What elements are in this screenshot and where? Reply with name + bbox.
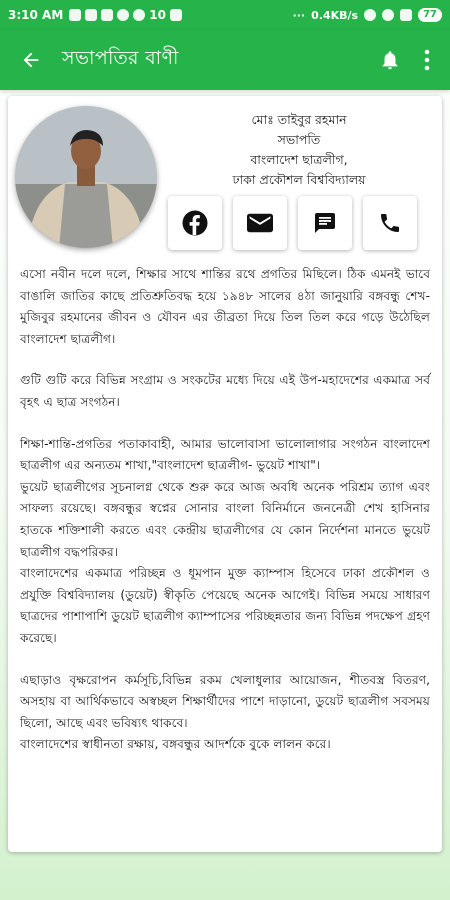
notification-app-icon [101, 9, 113, 21]
organization: বাংলাদেশ ছাত্রলীগ, [250, 152, 348, 167]
message-paragraph: শিক্ষা-শান্তি-প্রগতির পতাকাবাহী, আমার ভালোবাসা ভালোলাগার সংগঠন বাংলাদেশ ছাত্রলীগ এর অন্যতম শাখা,"বাংলাদেশ ছাত্রলীগ- ভুয়েট শাখা"। [20, 436, 430, 473]
status-time: 3:10 AM [8, 8, 64, 22]
phone-button[interactable] [363, 196, 417, 250]
bell-icon [379, 49, 401, 71]
arrow-left-icon [20, 49, 42, 71]
contact-actions [168, 196, 417, 250]
president-name: মোঃ তাইবুর রহমান [251, 112, 347, 127]
battery-indicator: 77 [418, 8, 442, 22]
notification-app-icon [85, 9, 97, 21]
message-paragraph: বাংলাদেশের স্বাধীনতা রক্ষায়, বঙ্গবন্ধুর আদর্শকে বুকে লালন করে। [20, 737, 331, 752]
overflow-dots: ··· [292, 8, 306, 22]
more-options-button[interactable] [412, 30, 442, 90]
notification-icons [69, 8, 182, 22]
network-speed: 0.4KB/s [311, 8, 359, 22]
email-button[interactable] [233, 196, 287, 250]
notifications-button[interactable] [368, 30, 412, 90]
facebook-notification-icon [133, 9, 145, 21]
status-bar [0, 0, 450, 30]
sync-icon [170, 9, 182, 21]
facebook-button[interactable] [168, 196, 222, 250]
notification-count: 10 [149, 8, 166, 22]
facebook-notification-icon [117, 9, 129, 21]
wifi-icon [382, 9, 394, 21]
back-button[interactable] [0, 30, 62, 90]
signal-icon [400, 9, 412, 21]
bottom-background [0, 860, 450, 900]
profile-photo [15, 106, 157, 248]
message-paragraph: ভুয়েট ছাত্রলীগের সূচনালগ্ন থেকে শুরু করে আজ অবধি অনেক পরিশ্রম ত্যাগ এবং সাফল্য রয়েছে। বঙ্গবন্ধুর স্বপ্নের সোনার বাংলা বিনির্মানে জননেত্রী শেখ হাসিনার হাতকে শক্তিশালী করতে এবং কেন্দ্রীয় ছাত্রলীগের যে কোন নির্দেশনা মানতে ভুয়েট ছাত্রলীগ বদ্ধপরিকর। [20, 479, 430, 559]
person-portrait-image [15, 106, 157, 248]
page-title: সভাপতির বাণী [62, 47, 179, 69]
vertical-dots-icon [424, 49, 430, 71]
app-bar [0, 30, 450, 90]
designation: সভাপতি [277, 132, 321, 147]
message-icon [313, 211, 337, 235]
status-right [293, 8, 442, 22]
facebook-icon [182, 210, 208, 236]
message-paragraph: গুটি গুটি করে বিভিন্ন সংগ্রাম ও সংকটের মধ্যে দিয়ে এই উপ-মহাদেশের একমাত্র সর্ব বৃহৎ এ ছাত্র সংগঠন। [20, 373, 430, 409]
president-message-body [20, 264, 430, 756]
president-message-card [8, 96, 442, 852]
alarm-icon [364, 9, 376, 21]
institution: ঢাকা প্রকৌশল বিশ্ববিদ্যালয় [232, 172, 366, 187]
phone-icon [378, 211, 402, 235]
message-paragraph: বাংলাদেশের একমাত্র পরিচ্ছন্ন ও ধূমপান মুক্ত ক্যাম্পাস হিসেবে ঢাকা প্রকৌশল ও প্রযুক্তি বিশ্ববিদ্যালয় (ডুয়েট) স্বীকৃতি পেয়েছে অনেক আগেই। বিভিন্ন সময়ে সাধারণ ছাত্রদের পাশাপাশি ডুয়েট ছাত্রলীগ ক্যাম্পাসের পরিচ্ছন্নতার জন্য বিভিন্ন পদক্ষেপ গ্রহণ করেছে। [20, 566, 430, 645]
email-icon [247, 212, 273, 234]
notification-app-icon [69, 9, 81, 21]
message-paragraph: এছাড়াও বৃক্ষরোপন কর্মসূচি,বিভিন্ন রকম খেলাধুলার আয়োজন, শীতবস্ত্র বিতরণ, অসহায় বা আর্থিকভাবে অস্বচ্ছল শিক্ষার্থীদের পাশে দাড়ানো, ডুয়েট ছাত্রলীগ সবসময় ছিলো, আছে এবং ভবিষ্যৎ থাকবে। [20, 672, 430, 730]
message-button[interactable] [298, 196, 352, 250]
profile-info [168, 110, 430, 190]
message-paragraph: এসো নবীন দলে দলে, শিক্ষার সাথে শান্তির রথে প্রগতির মিছিলে। ঠিক এমনই ভাবে বাঙালি জাতির কাছে প্রতিশ্রুতিবদ্ধ হয়ে ১৯৪৮ সালের ৪ঠা জানুয়ারি বঙ্গবন্ধু শেখ-মুজিবুর রহমানের জীবন ও যৌবন এর তীব্রতা দিয়ে তিল তিল করে গড়ে উঠেছিল বাংলাদেশ ছাত্রলীগ। [20, 267, 430, 346]
